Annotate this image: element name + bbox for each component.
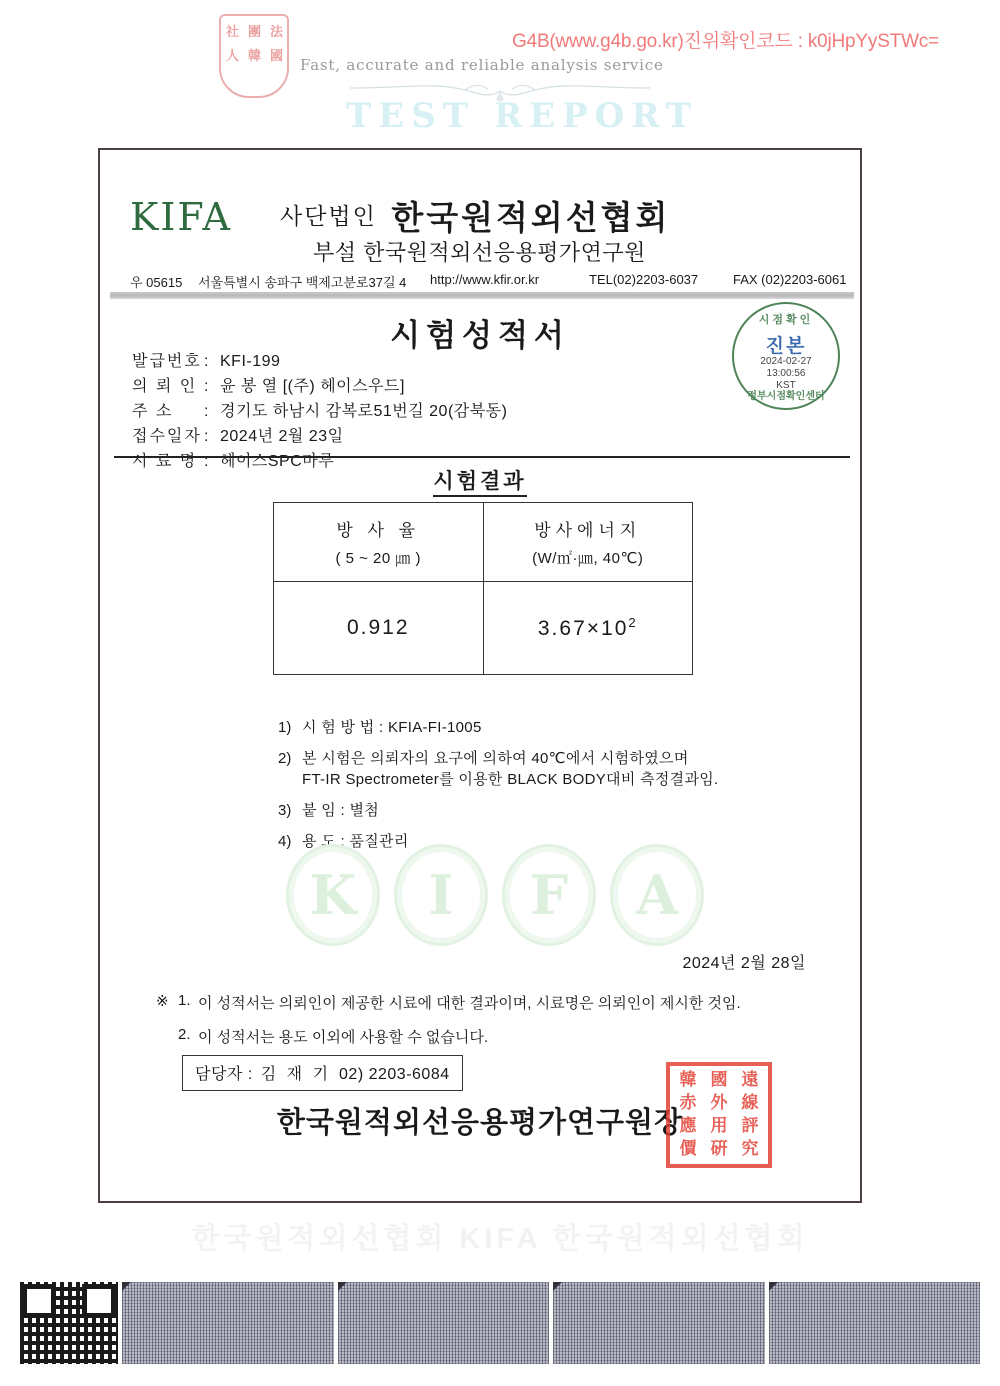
- barcode-strip: [20, 1282, 980, 1364]
- postal-code: 우 05615: [130, 275, 183, 290]
- timestamp-verification-stamp: [732, 302, 840, 410]
- barcode-block: [769, 1282, 981, 1364]
- issue-date: 2024년 2월 28일: [682, 955, 806, 972]
- results-divider: [114, 456, 850, 458]
- info-value: 경기도 하남시 감복로51번길 20(감북동): [220, 403, 508, 420]
- stamp-date: 2024-02-27: [760, 356, 812, 367]
- results-table: [273, 502, 693, 675]
- value-emissivity: [274, 582, 484, 675]
- note-number: 3): [278, 802, 292, 819]
- seal-glyph: 線: [741, 1092, 759, 1113]
- footnote-number: 1.: [178, 992, 191, 1009]
- note-text: 붙 임 : 별첨: [302, 802, 380, 819]
- footnote-number: 2.: [178, 1026, 191, 1043]
- footnotes: [156, 992, 741, 1060]
- seal-glyph: 團: [247, 25, 260, 40]
- seal-glyph: 硏: [710, 1139, 728, 1160]
- watermark-letter: K: [309, 863, 357, 927]
- info-row-issue-number: [132, 348, 507, 373]
- contact-name: 김 재 기: [260, 1066, 332, 1083]
- footnote-text: 이 성적서는 용도 이외에 사용할 수 없습니다.: [198, 1029, 488, 1046]
- note-item: [278, 803, 719, 818]
- table-row: [274, 582, 693, 675]
- red-shield-seal-icon: [219, 14, 289, 98]
- info-label: 발급번호: [132, 353, 202, 370]
- seal-glyph: 評: [741, 1116, 759, 1137]
- footnote-mark: ※: [156, 993, 169, 1010]
- organization-name-line: [280, 192, 670, 239]
- footnote-spacer: [156, 1026, 178, 1047]
- note-item: [278, 834, 719, 849]
- info-value: KFI-199: [220, 353, 281, 370]
- seal-glyph: 社: [225, 25, 238, 40]
- seal-glyph: 外: [710, 1092, 728, 1113]
- note-item: [278, 720, 719, 735]
- bottom-ghost-watermark-text: 한국원적외선협회 KIFA 한국원적외선협회: [191, 1223, 809, 1255]
- watermark-letter: F: [529, 863, 569, 927]
- seal-glyph: 法: [269, 25, 282, 40]
- street-address: 서울특별시 송파구 백제고분로37길 4: [198, 275, 407, 290]
- organization-prefix: 사단법인: [280, 203, 377, 229]
- tel-number: TEL(02)2203-6037: [589, 272, 699, 287]
- table-header-emissivity: [274, 503, 484, 582]
- seal-glyph: 國: [269, 49, 282, 64]
- organization-header: [100, 150, 860, 290]
- barcode-block: [122, 1282, 334, 1364]
- info-row-client: [132, 373, 507, 398]
- note-number: 4): [278, 833, 292, 850]
- info-colon: :: [204, 453, 209, 470]
- footnote-item: [156, 1026, 741, 1047]
- footnote-item: [156, 992, 741, 1013]
- service-tagline: Fast, accurate and reliable analysis service: [300, 56, 664, 74]
- seal-glyph: 應: [679, 1116, 697, 1137]
- notes-list: [278, 720, 719, 865]
- column-title: 방사에너지: [534, 521, 642, 540]
- test-report-ghost-title: TEST REPORT: [346, 96, 699, 136]
- footnote-text: 이 성적서는 의뢰인이 제공한 시료에 대한 결과이며, 시료명은 의뢰인이 제시한 것임.: [198, 995, 741, 1012]
- info-label: 의 뢰 인: [132, 378, 198, 395]
- info-row-address: [132, 398, 507, 423]
- stamp-arc-bottom-text: 정부시점확인센터: [747, 391, 825, 402]
- contact-phone: 02) 2203-6084: [339, 1066, 450, 1083]
- column-unit: ( 5 ~ 20 ㎛ ): [335, 550, 422, 567]
- fax-number: FAX (02)2203-6061: [733, 272, 847, 287]
- stamp-arc-top-text: 시점확인: [758, 314, 814, 326]
- info-label: 접수일자: [132, 428, 202, 445]
- column-title: 방 사 율: [336, 521, 421, 540]
- official-red-seal-icon: [666, 1062, 772, 1168]
- certificate-frame: [98, 148, 862, 1203]
- stamp-main-label: 진본: [765, 336, 807, 357]
- note-number: 2): [278, 750, 292, 767]
- info-label: 주 소: [132, 403, 174, 420]
- info-colon: :: [204, 353, 209, 370]
- value-radiant-energy: [483, 582, 693, 675]
- stamp-timezone: KST: [776, 380, 796, 391]
- page-title: 시험성적서: [390, 318, 570, 353]
- barcode-block: [553, 1282, 765, 1364]
- seal-glyph: 遠: [741, 1069, 759, 1090]
- note-number: 1): [278, 719, 292, 736]
- g4b-verification-code: G4B(www.g4b.go.kr)진위확인코드 : k0jHpYySTWc=: [512, 31, 940, 52]
- header-separator-band: [110, 292, 854, 299]
- value-base: 0.912: [346, 616, 410, 639]
- seal-glyph: 用: [710, 1116, 728, 1137]
- info-label: 시 료 명: [132, 453, 198, 470]
- info-value: 헤이스SPC마루: [220, 453, 335, 470]
- table-header-radiant-energy: [483, 503, 693, 582]
- watermark-letter: A: [636, 863, 678, 927]
- info-colon: :: [204, 403, 209, 420]
- info-value: 윤 봉 열 [(주) 헤이스우드]: [220, 378, 405, 395]
- info-value: 2024년 2월 23일: [220, 428, 344, 445]
- seal-glyph: 價: [679, 1139, 697, 1160]
- contact-label: 담당자 :: [195, 1066, 253, 1083]
- organization-name: 한국원적외선협회: [391, 199, 671, 236]
- seal-glyph: 究: [741, 1139, 759, 1160]
- kifa-logo: KIFA: [130, 195, 232, 239]
- seal-glyph: 韓: [247, 49, 260, 64]
- top-banner: [0, 0, 1000, 148]
- website-url[interactable]: http://www.kfir.or.kr: [430, 272, 540, 287]
- watermark-letter: I: [428, 863, 454, 927]
- stamp-time: 13:00:56: [766, 368, 806, 379]
- seal-glyph: 韓: [679, 1069, 697, 1090]
- info-row-receipt-date: [132, 423, 507, 448]
- note-continuation: FT-IR Spectrometer를 이용한 BLACK BODY대비 측정결과임.: [302, 771, 719, 788]
- results-heading: [100, 465, 860, 495]
- seal-glyph: 赤: [679, 1092, 697, 1113]
- table-header-row: [274, 503, 693, 582]
- note-text: 용 도 : 품질관리: [302, 833, 409, 850]
- note-item: [278, 751, 719, 766]
- column-unit: (W/㎡·㎛, 40℃): [532, 550, 644, 567]
- note-text: 시 험 방 법 : KFIA-FI-1005: [302, 719, 482, 736]
- document-info-fields: [132, 348, 507, 473]
- info-colon: :: [204, 378, 209, 395]
- qr-code: [20, 1282, 118, 1364]
- seal-glyph-row: [221, 21, 287, 40]
- seal-glyph: 國: [710, 1069, 728, 1090]
- contact-person-box: [182, 1055, 463, 1091]
- note-text: 본 시험은 의뢰자의 요구에 의하여 40℃에서 시험하였으며: [302, 750, 689, 767]
- organization-subtitle: 부설 한국원적외선응용평가연구원: [313, 240, 646, 265]
- value-exponent: 2: [628, 615, 638, 630]
- info-colon: :: [204, 428, 209, 445]
- signature-line: 한국원적외선응용평가연구원장: [276, 1107, 684, 1139]
- seal-glyph-row: [221, 45, 287, 64]
- results-heading-text: 시험결과: [433, 470, 526, 497]
- seal-glyph: 人: [225, 49, 238, 64]
- barcode-block: [338, 1282, 550, 1364]
- value-base: 3.67×10: [537, 617, 629, 640]
